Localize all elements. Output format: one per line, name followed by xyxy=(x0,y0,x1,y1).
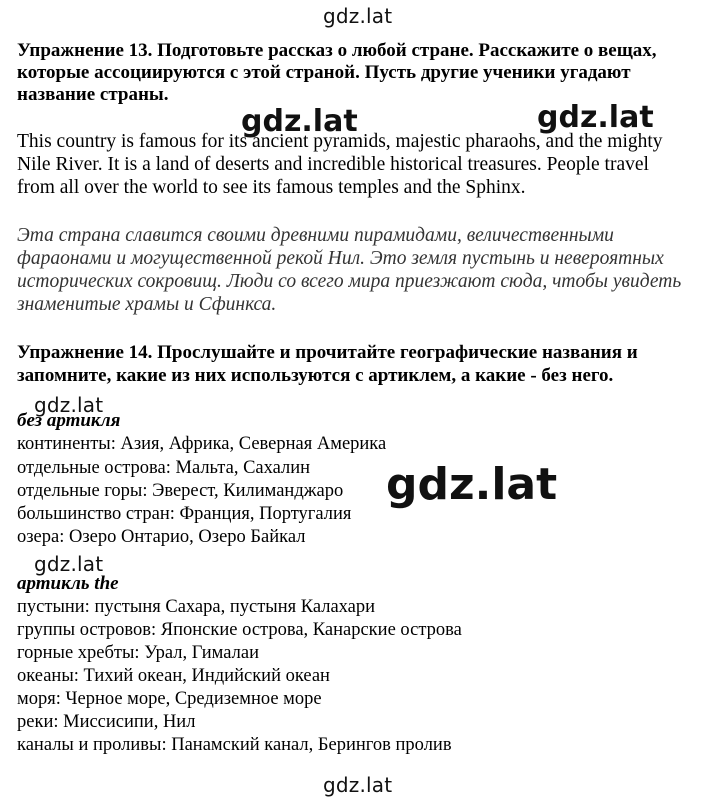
english-paragraph-line-1: This country is famous for its ancient pyramids, majestic pharaohs, and the mighty xyxy=(17,131,663,152)
russian-translation-line-3: исторических сокровищ. Люди со всего мира приезжают сюда, чтобы увидеть xyxy=(17,271,682,292)
watermark-mid-left: gdz.lat xyxy=(241,104,358,139)
english-paragraph-line-2: Nile River. It is a land of deserts and incredible historical treasures. People travel xyxy=(17,154,649,175)
list-item: реки: Миссисипи, Нил xyxy=(17,712,196,732)
russian-translation-line-1: Эта страна славится своими древними пирамидами, величественными xyxy=(17,225,614,246)
watermark-large: gdz.lat xyxy=(382,459,561,510)
exercise-14-heading-line-1: Упражнение 14. Прослушайте и прочитайте географические названия и xyxy=(17,342,638,363)
list-item: отдельные горы: Эверест, Килиманджаро xyxy=(17,481,344,501)
exercise-13-heading-line-3: название страны. xyxy=(17,84,169,105)
section-with-article-title: артикль the xyxy=(17,573,119,594)
section-without-article-title: без артикля xyxy=(17,410,121,431)
exercise-14-heading-line-2: запомните, какие из них используются с артиклем, а какие - без него. xyxy=(17,365,614,386)
watermark-mid-right: gdz.lat xyxy=(537,100,654,135)
exercise-13-heading-line-1: Упражнение 13. Подготовьте рассказ о любой стране. Расскажите о вещах, xyxy=(17,40,657,61)
list-item: каналы и проливы: Панамский канал, Берингов пролив xyxy=(17,735,452,755)
list-item: моря: Черное море, Средиземное море xyxy=(17,689,322,709)
list-item: горные хребты: Урал, Гималаи xyxy=(17,643,259,663)
list-item: отдельные острова: Мальта, Сахалин xyxy=(17,458,311,478)
russian-translation-line-2: фараонами и могущественной рекой Нил. Это земля пустынь и невероятных xyxy=(17,248,664,269)
watermark-bottom: gdz.lat xyxy=(323,773,393,797)
russian-translation-line-4: знаменитые храмы и Сфинкса. xyxy=(17,294,277,315)
english-paragraph-line-3: from all over the world to see its famous temples and the Sphinx. xyxy=(17,177,526,198)
watermark-top: gdz.lat xyxy=(323,4,393,28)
list-item: озера: Озеро Онтарио, Озеро Байкал xyxy=(17,527,306,547)
watermark-section-1: gdz.lat xyxy=(34,393,104,417)
watermark-section-2: gdz.lat xyxy=(34,552,104,576)
list-item: группы островов: Японские острова, Канарские острова xyxy=(17,620,462,640)
list-item: океаны: Тихий океан, Индийский океан xyxy=(17,666,330,686)
list-item: континенты: Азия, Африка, Северная Америка xyxy=(17,434,387,454)
list-item: большинство стран: Франция, Португалия xyxy=(17,504,352,524)
exercise-13-heading-line-2: которые ассоциируются с этой страной. Пусть другие ученики угадают xyxy=(17,62,631,83)
list-item: пустыни: пустыня Сахара, пустыня Калахари xyxy=(17,597,376,617)
